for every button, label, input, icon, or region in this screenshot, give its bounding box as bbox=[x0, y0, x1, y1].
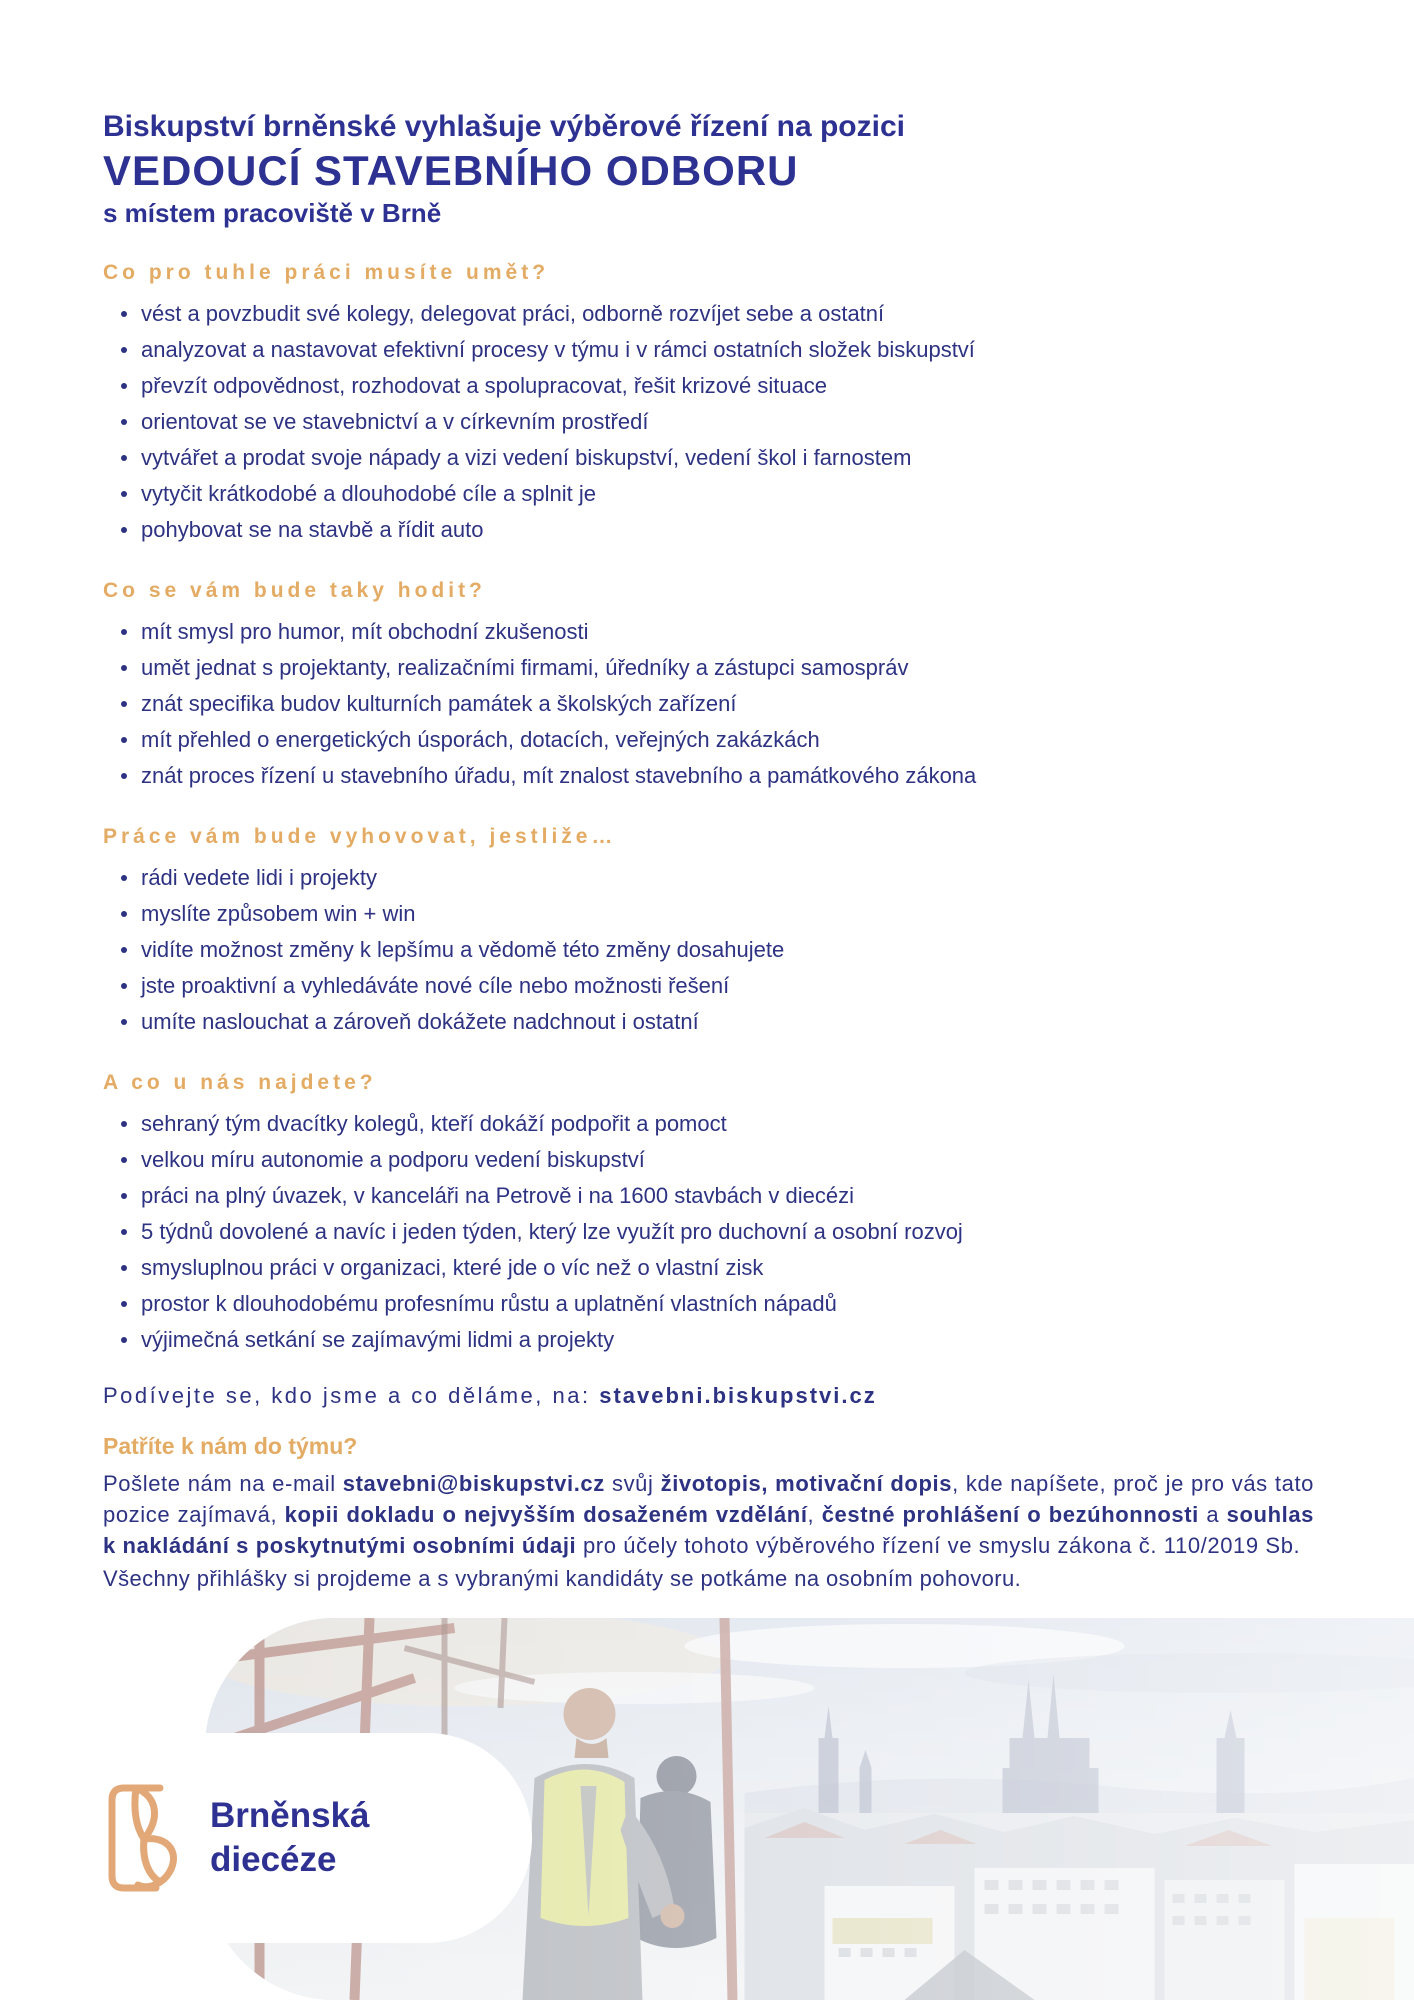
page-title-location: s místem pracoviště v Brně bbox=[103, 198, 442, 228]
bullet-list bbox=[103, 1106, 1314, 1358]
diocese-logo-line2: diecéze bbox=[210, 1840, 337, 1879]
list-item-text: sehraný tým dvacítky kolegů, kteří dokáží podpořit a pomoct bbox=[141, 1111, 727, 1136]
bullet-list bbox=[103, 296, 1314, 548]
diocese-logo-text bbox=[210, 1794, 370, 1882]
list-item bbox=[103, 1004, 1314, 1040]
paragraph-text: a bbox=[1198, 1502, 1227, 1527]
bullet-dot bbox=[121, 773, 127, 779]
paragraph-bold-text: kopii dokladu o nejvyšším dosaženém vzdělání bbox=[284, 1502, 808, 1527]
bullet-dot bbox=[121, 347, 127, 353]
list-item bbox=[103, 1250, 1314, 1286]
apply-heading: Patříte k nám do týmu? bbox=[103, 1433, 358, 1459]
diocese-logo bbox=[40, 1733, 532, 1943]
bullet-dot bbox=[121, 701, 127, 707]
bullet-dot bbox=[121, 1121, 127, 1127]
list-item-text: prostor k dlouhodobému profesnímu růstu a uplatnění vlastních nápadů bbox=[141, 1291, 837, 1316]
list-item bbox=[103, 614, 1314, 650]
bullet-dot bbox=[121, 875, 127, 881]
paragraph-bold-text: čestné prohlášení o bezúhonnosti bbox=[821, 1502, 1199, 1527]
apply-email-link[interactable]: stavebni@biskupstvi.cz bbox=[342, 1471, 605, 1496]
list-item-text: orientovat se ve stavebnictví a v církevním prostředí bbox=[141, 409, 649, 434]
website-line bbox=[103, 1380, 1314, 1412]
paragraph-bold-text: životopis, motivační dopis bbox=[660, 1471, 953, 1496]
list-item-text: pohybovat se na stavbě a řídit auto bbox=[141, 517, 484, 542]
list-item bbox=[103, 1142, 1314, 1178]
section-heading: Co se vám bude taky hodit? bbox=[103, 579, 486, 602]
section bbox=[103, 1068, 1314, 1358]
list-item bbox=[103, 722, 1314, 758]
list-item bbox=[103, 932, 1314, 968]
paragraph-text: , bbox=[807, 1502, 822, 1527]
list-item bbox=[103, 686, 1314, 722]
bullet-dot bbox=[121, 311, 127, 317]
list-item-text: znát specifika budov kulturních památek a školských zařízení bbox=[141, 691, 737, 716]
list-item-text: analyzovat a nastavovat efektivní procesy v týmu i v rámci ostatních složek biskupství bbox=[141, 337, 975, 362]
section-heading: A co u nás najdete? bbox=[103, 1071, 377, 1094]
bullet-dot bbox=[121, 1193, 127, 1199]
list-item bbox=[103, 296, 1314, 332]
list-item-text: práci na plný úvazek, v kanceláři na Petrově i na 1600 stavbách v diecézi bbox=[141, 1183, 854, 1208]
page-title-position: VEDOUCÍ STAVEBNÍHO ODBORU bbox=[103, 147, 799, 194]
bullet-dot bbox=[121, 1229, 127, 1235]
list-item-text: velkou míru autonomie a podporu vedení biskupství bbox=[141, 1147, 645, 1172]
list-item bbox=[103, 650, 1314, 686]
list-item bbox=[103, 404, 1314, 440]
list-item-text: smysluplnou práci v organizaci, které jde o víc než o vlastní zisk bbox=[141, 1255, 764, 1280]
list-item bbox=[103, 1106, 1314, 1142]
list-item bbox=[103, 860, 1314, 896]
apply-closing: Všechny přihlášky si projdeme a s vybranými kandidáty se potkáme na osobním pohovoru. bbox=[103, 1566, 1022, 1591]
list-item-text: mít přehled o energetických úsporách, dotacích, veřejných zakázkách bbox=[141, 727, 820, 752]
list-item bbox=[103, 1322, 1314, 1358]
section-heading: Práce vám bude vyhovovat, jestliže… bbox=[103, 825, 617, 848]
bullet-dot bbox=[121, 947, 127, 953]
list-item-text: vést a povzbudit své kolegy, delegovat práci, odborně rozvíjet sebe a ostatní bbox=[141, 301, 885, 326]
list-item bbox=[103, 476, 1314, 512]
bullet-dot bbox=[121, 1337, 127, 1343]
section bbox=[103, 258, 1314, 548]
bullet-dot bbox=[121, 1301, 127, 1307]
list-item-text: umíte naslouchat a zároveň dokážete nadchnout i ostatní bbox=[141, 1009, 699, 1034]
list-item bbox=[103, 368, 1314, 404]
list-item-text: převzít odpovědnost, rozhodovat a spolupracovat, řešit krizové situace bbox=[141, 373, 828, 398]
website-line-prefix: Podívejte se, kdo jsme a co děláme, na: bbox=[103, 1383, 600, 1408]
list-item bbox=[103, 512, 1314, 548]
list-item-text: umět jednat s projektanty, realizačními firmami, úředníky a zástupci samospráv bbox=[141, 655, 909, 680]
section bbox=[103, 822, 1314, 1040]
diocese-logo-icon bbox=[100, 1779, 188, 1897]
page-title-line1: Biskupství brněnské vyhlašuje výběrové řízení na pozici bbox=[103, 110, 905, 143]
paragraph-text: Pošlete nám na e-mail bbox=[103, 1471, 343, 1496]
list-item-text: mít smysl pro humor, mít obchodní zkušenosti bbox=[141, 619, 589, 644]
list-item-text: 5 týdnů dovolené a navíc i jeden týden, který lze využít pro duchovní a osobní rozvoj bbox=[141, 1219, 963, 1244]
list-item-text: vytyčit krátkodobé a dlouhodobé cíle a splnit je bbox=[141, 481, 596, 506]
bullet-dot bbox=[121, 455, 127, 461]
bullet-dot bbox=[121, 1019, 127, 1025]
sections bbox=[103, 258, 1314, 1358]
list-item-text: vidíte možnost změny k lepšímu a vědomě této změny dosahujete bbox=[141, 937, 785, 962]
bullet-dot bbox=[121, 527, 127, 533]
bullet-list bbox=[103, 860, 1314, 1040]
bullet-dot bbox=[121, 1157, 127, 1163]
section-heading: Co pro tuhle práci musíte umět? bbox=[103, 261, 550, 284]
diocese-logo-line1: Brněnská bbox=[210, 1796, 370, 1835]
list-item bbox=[103, 758, 1314, 794]
list-item-text: rádi vedete lidi i projekty bbox=[141, 865, 378, 890]
bullet-dot bbox=[121, 419, 127, 425]
bullet-list bbox=[103, 614, 1314, 794]
list-item-text: výjimečná setkání se zajímavými lidmi a projekty bbox=[141, 1327, 615, 1352]
bullet-dot bbox=[121, 491, 127, 497]
list-item bbox=[103, 1286, 1314, 1322]
list-item bbox=[103, 896, 1314, 932]
list-item bbox=[103, 1178, 1314, 1214]
bullet-dot bbox=[121, 1265, 127, 1271]
website-link[interactable]: stavebni.biskupstvi.cz bbox=[599, 1383, 877, 1408]
bullet-dot bbox=[121, 665, 127, 671]
list-item bbox=[103, 332, 1314, 368]
bullet-dot bbox=[121, 911, 127, 917]
list-item-text: znát proces řízení u stavebního úřadu, mít znalost stavebního a památkového zákona bbox=[141, 763, 977, 788]
list-item-text: myslíte způsobem win + win bbox=[141, 901, 416, 926]
bullet-dot bbox=[121, 983, 127, 989]
bullet-dot bbox=[121, 737, 127, 743]
apply-paragraph bbox=[103, 1468, 1314, 1561]
list-item bbox=[103, 440, 1314, 476]
list-item-text: jste proaktivní a vyhledáváte nové cíle nebo možnosti řešení bbox=[141, 973, 730, 998]
bullet-dot bbox=[121, 629, 127, 635]
paragraph-text: , kde napíšete, proč je pro vás tato pozice zajímavá, bbox=[103, 1471, 1314, 1527]
list-item-text: vytvářet a prodat svoje nápady a vizi vedení biskupství, vedení škol i farnostem bbox=[141, 445, 912, 470]
paragraph-text: svůj bbox=[604, 1471, 661, 1496]
bullet-dot bbox=[121, 383, 127, 389]
paragraph-text: pro účely tohoto výběrového řízení ve smyslu zákona č. 110/2019 Sb. bbox=[576, 1533, 1301, 1558]
list-item bbox=[103, 1214, 1314, 1250]
paragraph-bold-text: souhlas k nakládání s poskytnutými osobními údaji bbox=[103, 1502, 1314, 1558]
list-item bbox=[103, 968, 1314, 1004]
section bbox=[103, 576, 1314, 794]
